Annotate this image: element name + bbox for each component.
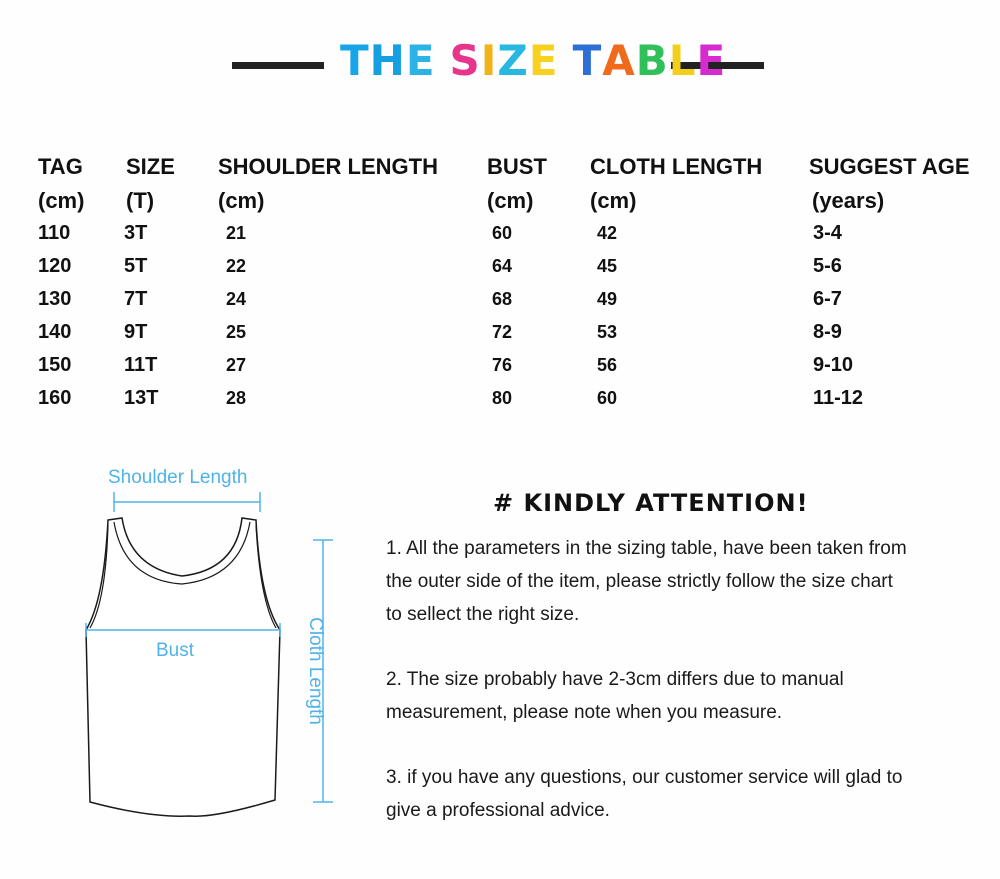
table-cell: 3-4: [813, 222, 842, 244]
title-letter: B: [635, 36, 669, 85]
table-cell: 25: [226, 322, 247, 342]
header-cloth-unit: (cm): [590, 188, 637, 213]
table-cell: 80: [492, 388, 513, 408]
note-2-line-2: measurement, please note when you measure.: [386, 702, 783, 723]
note-3-line-1: 3. if you have any questions, our customer service will glad to: [386, 767, 903, 788]
note-3: [386, 761, 986, 827]
attention-title: # KINDLY ATTENTION!: [493, 489, 809, 517]
table-cell: 6-7: [813, 288, 842, 310]
title-letter: E: [405, 36, 436, 85]
table-cell: 42: [597, 223, 618, 243]
header-size-unit: (T): [126, 188, 155, 213]
table-cell: 7T: [124, 288, 148, 310]
table-cell: 49: [597, 289, 618, 309]
table-cell: 5-6: [813, 255, 842, 277]
title-letter: E: [528, 36, 559, 85]
table-cell: 27: [226, 355, 247, 375]
title-letter: H: [369, 36, 406, 85]
header-shoulder: SHOULDER LENGTH: [218, 154, 438, 179]
header-tag: TAG: [38, 154, 83, 179]
title-letter: T: [572, 36, 603, 85]
table-cell: 60: [597, 388, 618, 408]
table-cell: 130: [38, 288, 72, 310]
table-cell: 76: [492, 355, 513, 375]
table-cell: 22: [226, 256, 247, 276]
note-1: [386, 532, 986, 631]
header-bust: BUST: [487, 154, 547, 179]
table-cell: 140: [38, 321, 72, 343]
table-cell: 160: [38, 387, 72, 409]
bust-label: Bust: [156, 640, 195, 661]
table-cell: 110: [38, 222, 71, 244]
table-cell: 53: [597, 322, 618, 342]
table-cell: 24: [226, 289, 247, 309]
table-cell: 72: [492, 322, 513, 342]
header-bust-unit: (cm): [487, 188, 534, 213]
table-cell: 11-12: [813, 387, 864, 409]
header-age: SUGGEST AGE: [809, 154, 970, 179]
note-1-line-1: 1. All the parameters in the sizing table, have been taken from: [386, 538, 907, 559]
table-cell: 64: [492, 256, 513, 276]
shoulder-length-label: Shoulder Length: [108, 467, 248, 488]
table-cell: 45: [597, 256, 618, 276]
table-cell: 9-10: [813, 354, 854, 376]
note-2-line-1: 2. The size probably have 2-3cm differs due to manual: [386, 669, 844, 690]
table-cell: 21: [226, 223, 247, 243]
table-cell: 13T: [124, 387, 159, 409]
table-cell: 8-9: [813, 321, 842, 343]
table-cell: 3T: [124, 222, 148, 244]
note-1-line-2: the outer side of the item, please strictly follow the size chart: [386, 571, 893, 592]
table-cell: 5T: [124, 255, 148, 277]
title-letter: E: [696, 36, 727, 85]
table-cell: 120: [38, 255, 72, 277]
note-2: [386, 663, 986, 729]
note-3-line-2: give a professional advice.: [386, 800, 610, 821]
title-left-rule: [232, 62, 324, 69]
note-1-line-3: to sellect the right size.: [386, 604, 580, 625]
table-cell: 28: [226, 388, 247, 408]
table-cell: 68: [492, 289, 513, 309]
header-age-unit: (years): [812, 188, 885, 213]
tank-top-outline: [86, 518, 280, 816]
title-letter: T: [340, 36, 370, 85]
table-cell: 56: [597, 355, 618, 375]
header-tag-unit: (cm): [38, 188, 85, 213]
page-title: [340, 38, 726, 84]
table-cell: 9T: [124, 321, 148, 343]
header-size: SIZE: [126, 154, 175, 179]
table-cell: 60: [492, 223, 513, 243]
title-letter: S: [449, 36, 481, 85]
title-letter: A: [602, 36, 636, 85]
header-shoulder-unit: (cm): [218, 188, 265, 213]
cloth-length-label: Cloth Length: [304, 617, 326, 725]
table-cell: 11T: [124, 354, 158, 376]
title-letter: I: [480, 36, 498, 85]
table-cell: 150: [38, 354, 72, 376]
title-letter: L: [668, 36, 697, 85]
header-cloth: CLOTH LENGTH: [590, 154, 763, 179]
title-letter: Z: [497, 36, 529, 85]
